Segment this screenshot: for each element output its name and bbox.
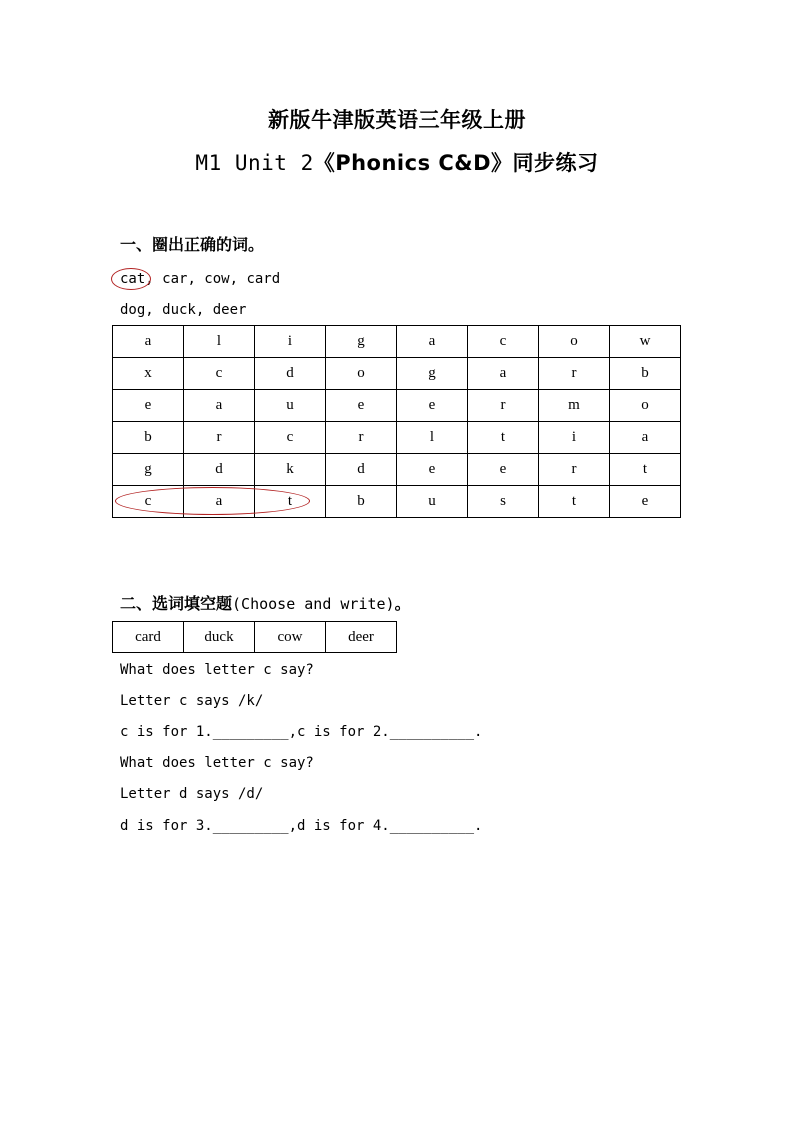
grid-cell: g <box>397 358 468 390</box>
grid-cell: d <box>184 454 255 486</box>
grid-cell: a <box>184 390 255 422</box>
grid-cell: a <box>468 358 539 390</box>
grid-cell: t <box>255 486 326 518</box>
grid-cell: u <box>255 390 326 422</box>
page-subtitle <box>0 147 794 177</box>
grid-cell: r <box>326 422 397 454</box>
page-title: 新版牛津版英语三年级上册 <box>268 108 526 132</box>
section2-heading-en: (Choose and write) <box>232 595 395 613</box>
grid-row <box>113 390 681 422</box>
grid-cell: w <box>610 326 681 358</box>
grid-cell: r <box>184 422 255 454</box>
word-bank <box>112 621 397 653</box>
word-list-1-rest: , car, cow, card <box>145 271 281 287</box>
grid-cell: a <box>184 486 255 518</box>
example-circle-cat <box>111 268 151 290</box>
grid-cell: o <box>326 358 397 390</box>
grid-cell: t <box>539 486 610 518</box>
grid-cell: b <box>113 422 184 454</box>
grid-cell: l <box>184 326 255 358</box>
exercise-line-blanks: d is for 3._________,d is for 4.__________. <box>120 818 483 834</box>
grid-cell: g <box>113 454 184 486</box>
word-cat-example: cat <box>120 271 146 287</box>
grid-cell: o <box>610 390 681 422</box>
section2-heading <box>120 591 411 614</box>
word-bank-item: card <box>113 622 184 653</box>
grid-cell: d <box>255 358 326 390</box>
word-bank-item: duck <box>184 622 255 653</box>
section2-heading-end: 。 <box>394 594 411 613</box>
grid-cell: x <box>113 358 184 390</box>
grid-cell: a <box>610 422 681 454</box>
word-bank-item: deer <box>326 622 397 653</box>
exercise-line: Letter d says /d/ <box>120 786 264 802</box>
grid-cell: c <box>184 358 255 390</box>
grid-cell: c <box>113 486 184 518</box>
grid-cell: a <box>113 326 184 358</box>
grid-cell: o <box>539 326 610 358</box>
word-bank-item: cow <box>255 622 326 653</box>
grid-row <box>113 358 681 390</box>
grid-cell: c <box>255 422 326 454</box>
exercise-line: What does letter c say? <box>120 755 314 771</box>
grid-cell: e <box>610 486 681 518</box>
grid-cell: e <box>397 390 468 422</box>
grid-row <box>113 326 681 358</box>
grid-cell: e <box>326 390 397 422</box>
grid-cell: e <box>113 390 184 422</box>
grid-cell: m <box>539 390 610 422</box>
grid-cell: b <box>610 358 681 390</box>
grid-cell: t <box>610 454 681 486</box>
subtitle-topic: 《Phonics C&D》同步练习 <box>313 151 599 175</box>
grid-row <box>113 454 681 486</box>
grid-cell: r <box>539 358 610 390</box>
section2-heading-cn: 二、选词填空题 <box>120 594 233 613</box>
section1-heading: 一、圈出正确的词。 <box>120 235 265 254</box>
subtitle-unit: M1 Unit 2 <box>195 151 314 175</box>
grid-cell: i <box>539 422 610 454</box>
grid-cell: d <box>326 454 397 486</box>
grid-cell: e <box>397 454 468 486</box>
exercise-line-blanks: c is for 1._________,c is for 2.__________. <box>120 724 483 740</box>
grid-cell: s <box>468 486 539 518</box>
grid-cell: g <box>326 326 397 358</box>
grid-row <box>113 422 681 454</box>
exercise-line: Letter c says /k/ <box>120 693 264 709</box>
word-list-2: dog, duck, deer <box>120 302 247 318</box>
example-circle-cat-row <box>115 487 310 515</box>
grid-cell: e <box>468 454 539 486</box>
grid-cell: r <box>468 390 539 422</box>
grid-cell: k <box>255 454 326 486</box>
grid-cell: l <box>397 422 468 454</box>
grid-cell: u <box>397 486 468 518</box>
grid-cell: t <box>468 422 539 454</box>
grid-cell: i <box>255 326 326 358</box>
grid-cell: c <box>468 326 539 358</box>
grid-cell: r <box>539 454 610 486</box>
grid-cell: a <box>397 326 468 358</box>
exercise-line: What does letter c say? <box>120 662 314 678</box>
grid-cell: b <box>326 486 397 518</box>
